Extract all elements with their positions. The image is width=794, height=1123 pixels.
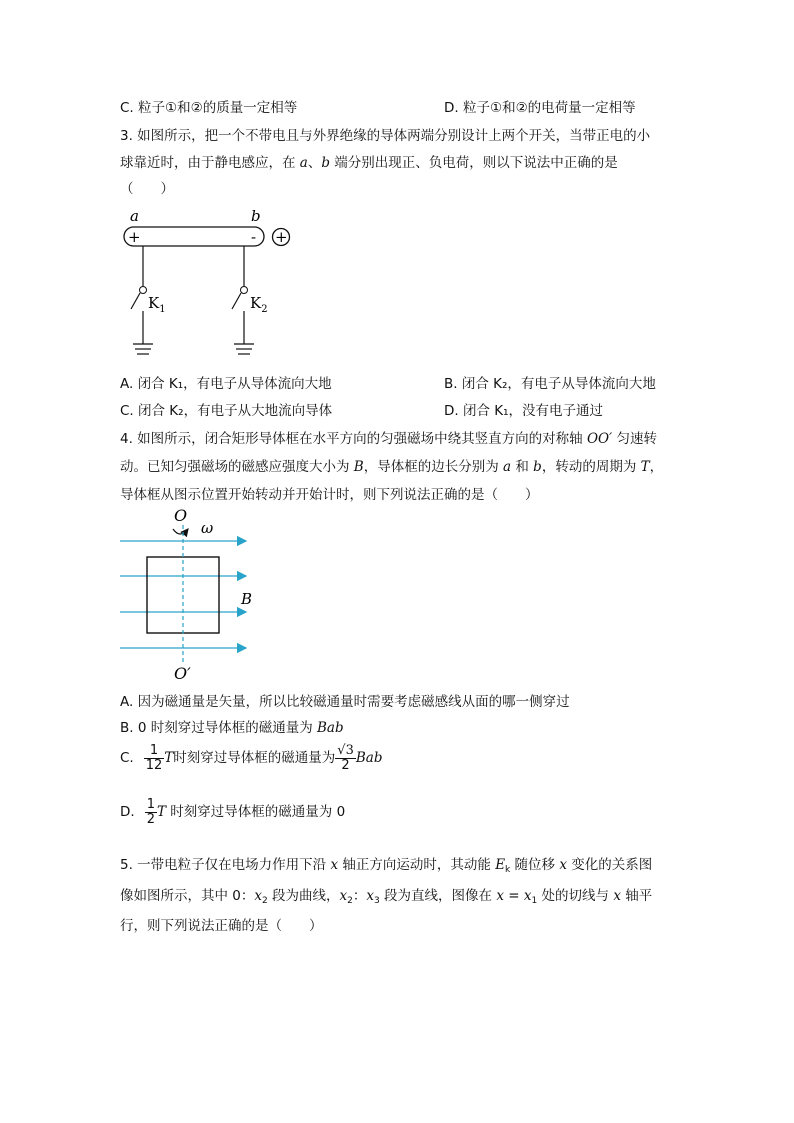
- q3-stem-line2: 球靠近时，由于静电感应，在 a、b 端分别出现正、负电荷，则以下说法中正确的是: [120, 155, 618, 171]
- rotating-loop-diagram: [118, 505, 268, 683]
- conductor-bar: [124, 227, 264, 246]
- q4-option-a: A. 因为磁通量是矢量，所以比较磁通量时需要考虑磁感线从面的哪一侧穿过: [120, 694, 570, 710]
- q2-option-c: C. 粒子①和②的质量一定相等: [120, 100, 298, 116]
- axis-label-o: O: [174, 506, 188, 525]
- q5-stem-line3: 行，则下列说法正确的是（ ）: [120, 918, 323, 934]
- k2-pivot: [241, 287, 248, 294]
- k1-pivot: [140, 287, 147, 294]
- q2-option-d: D. 粒子①和②的电荷量一定相等: [444, 100, 636, 116]
- k1-switch-blade: [131, 293, 140, 309]
- q4-option-c: C. $\frac{1}{12}$ T时刻穿过导体框的磁通量为 $\frac{√3}{2}$ Bab: [120, 743, 383, 773]
- q3-answer-blank: （ ）: [120, 181, 174, 197]
- axis-label-o-prime: O′: [174, 664, 191, 683]
- q5-stem-line1: 5. 一带电粒子仅在电场力作用下沿 x 轴正方向运动时，其动能 $E_k$ 随位移 x 变化的关系图: [120, 857, 653, 875]
- minus-charge-b: -: [251, 228, 257, 246]
- k1-label: $K_1$: [148, 294, 166, 315]
- label-a: a: [130, 207, 139, 225]
- field-label-b: B: [241, 590, 253, 608]
- omega-label: ω: [201, 519, 214, 537]
- q3-option-d: D. 闭合 K₁，没有电子通过: [444, 403, 604, 419]
- q4-option-b: B. 0 时刻穿过导体框的磁通量为 Bab: [120, 720, 344, 736]
- positive-sphere-sign: +: [275, 228, 288, 246]
- conductor-switch-diagram: [118, 204, 298, 364]
- q3-option-b: B. 闭合 K₂，有电子从导体流向大地: [444, 376, 656, 392]
- k2-label: $K_2$: [250, 294, 268, 315]
- plus-charge-a: +: [128, 228, 141, 246]
- label-b: b: [251, 207, 261, 225]
- q4-stem-line2: 动。已知匀强磁场的磁感应强度大小为 B，导体框的边长分别为 a 和 b，转动的周期为 T，: [120, 459, 664, 475]
- q4-stem-line3: 导体框从图示位置开始转动并开始计时，则下列说法正确的是（ ）: [120, 487, 539, 503]
- q4-stem-line1: 4. 如图所示，闭合矩形导体框在水平方向的匀强磁场中绕其竖直方向的对称轴 OO′ 匀速转: [120, 431, 657, 447]
- q3-option-a: A. 闭合 K₁，有电子从导体流向大地: [120, 376, 332, 392]
- q3-stem-line1: 3. 如图所示，把一个不带电且与外界绝缘的导体两端分别设计上两个开关，当带正电的小: [120, 128, 651, 144]
- q5-stem-line2: 像如图所示，其中 0：$x_2$ 段为曲线，$x_2$：$x_3$ 段为直线，图像在 $x = x_1$ 处的切线与 x 轴平: [120, 888, 653, 906]
- q4-option-d: D. $\frac{1}{2}$ T 时刻穿过导体框的磁通量为 0: [120, 797, 346, 827]
- q3-option-c: C. 闭合 K₂，有电子从大地流向导体: [120, 403, 333, 419]
- k2-switch-blade: [232, 293, 241, 309]
- rotation-arrow-icon: [173, 529, 188, 534]
